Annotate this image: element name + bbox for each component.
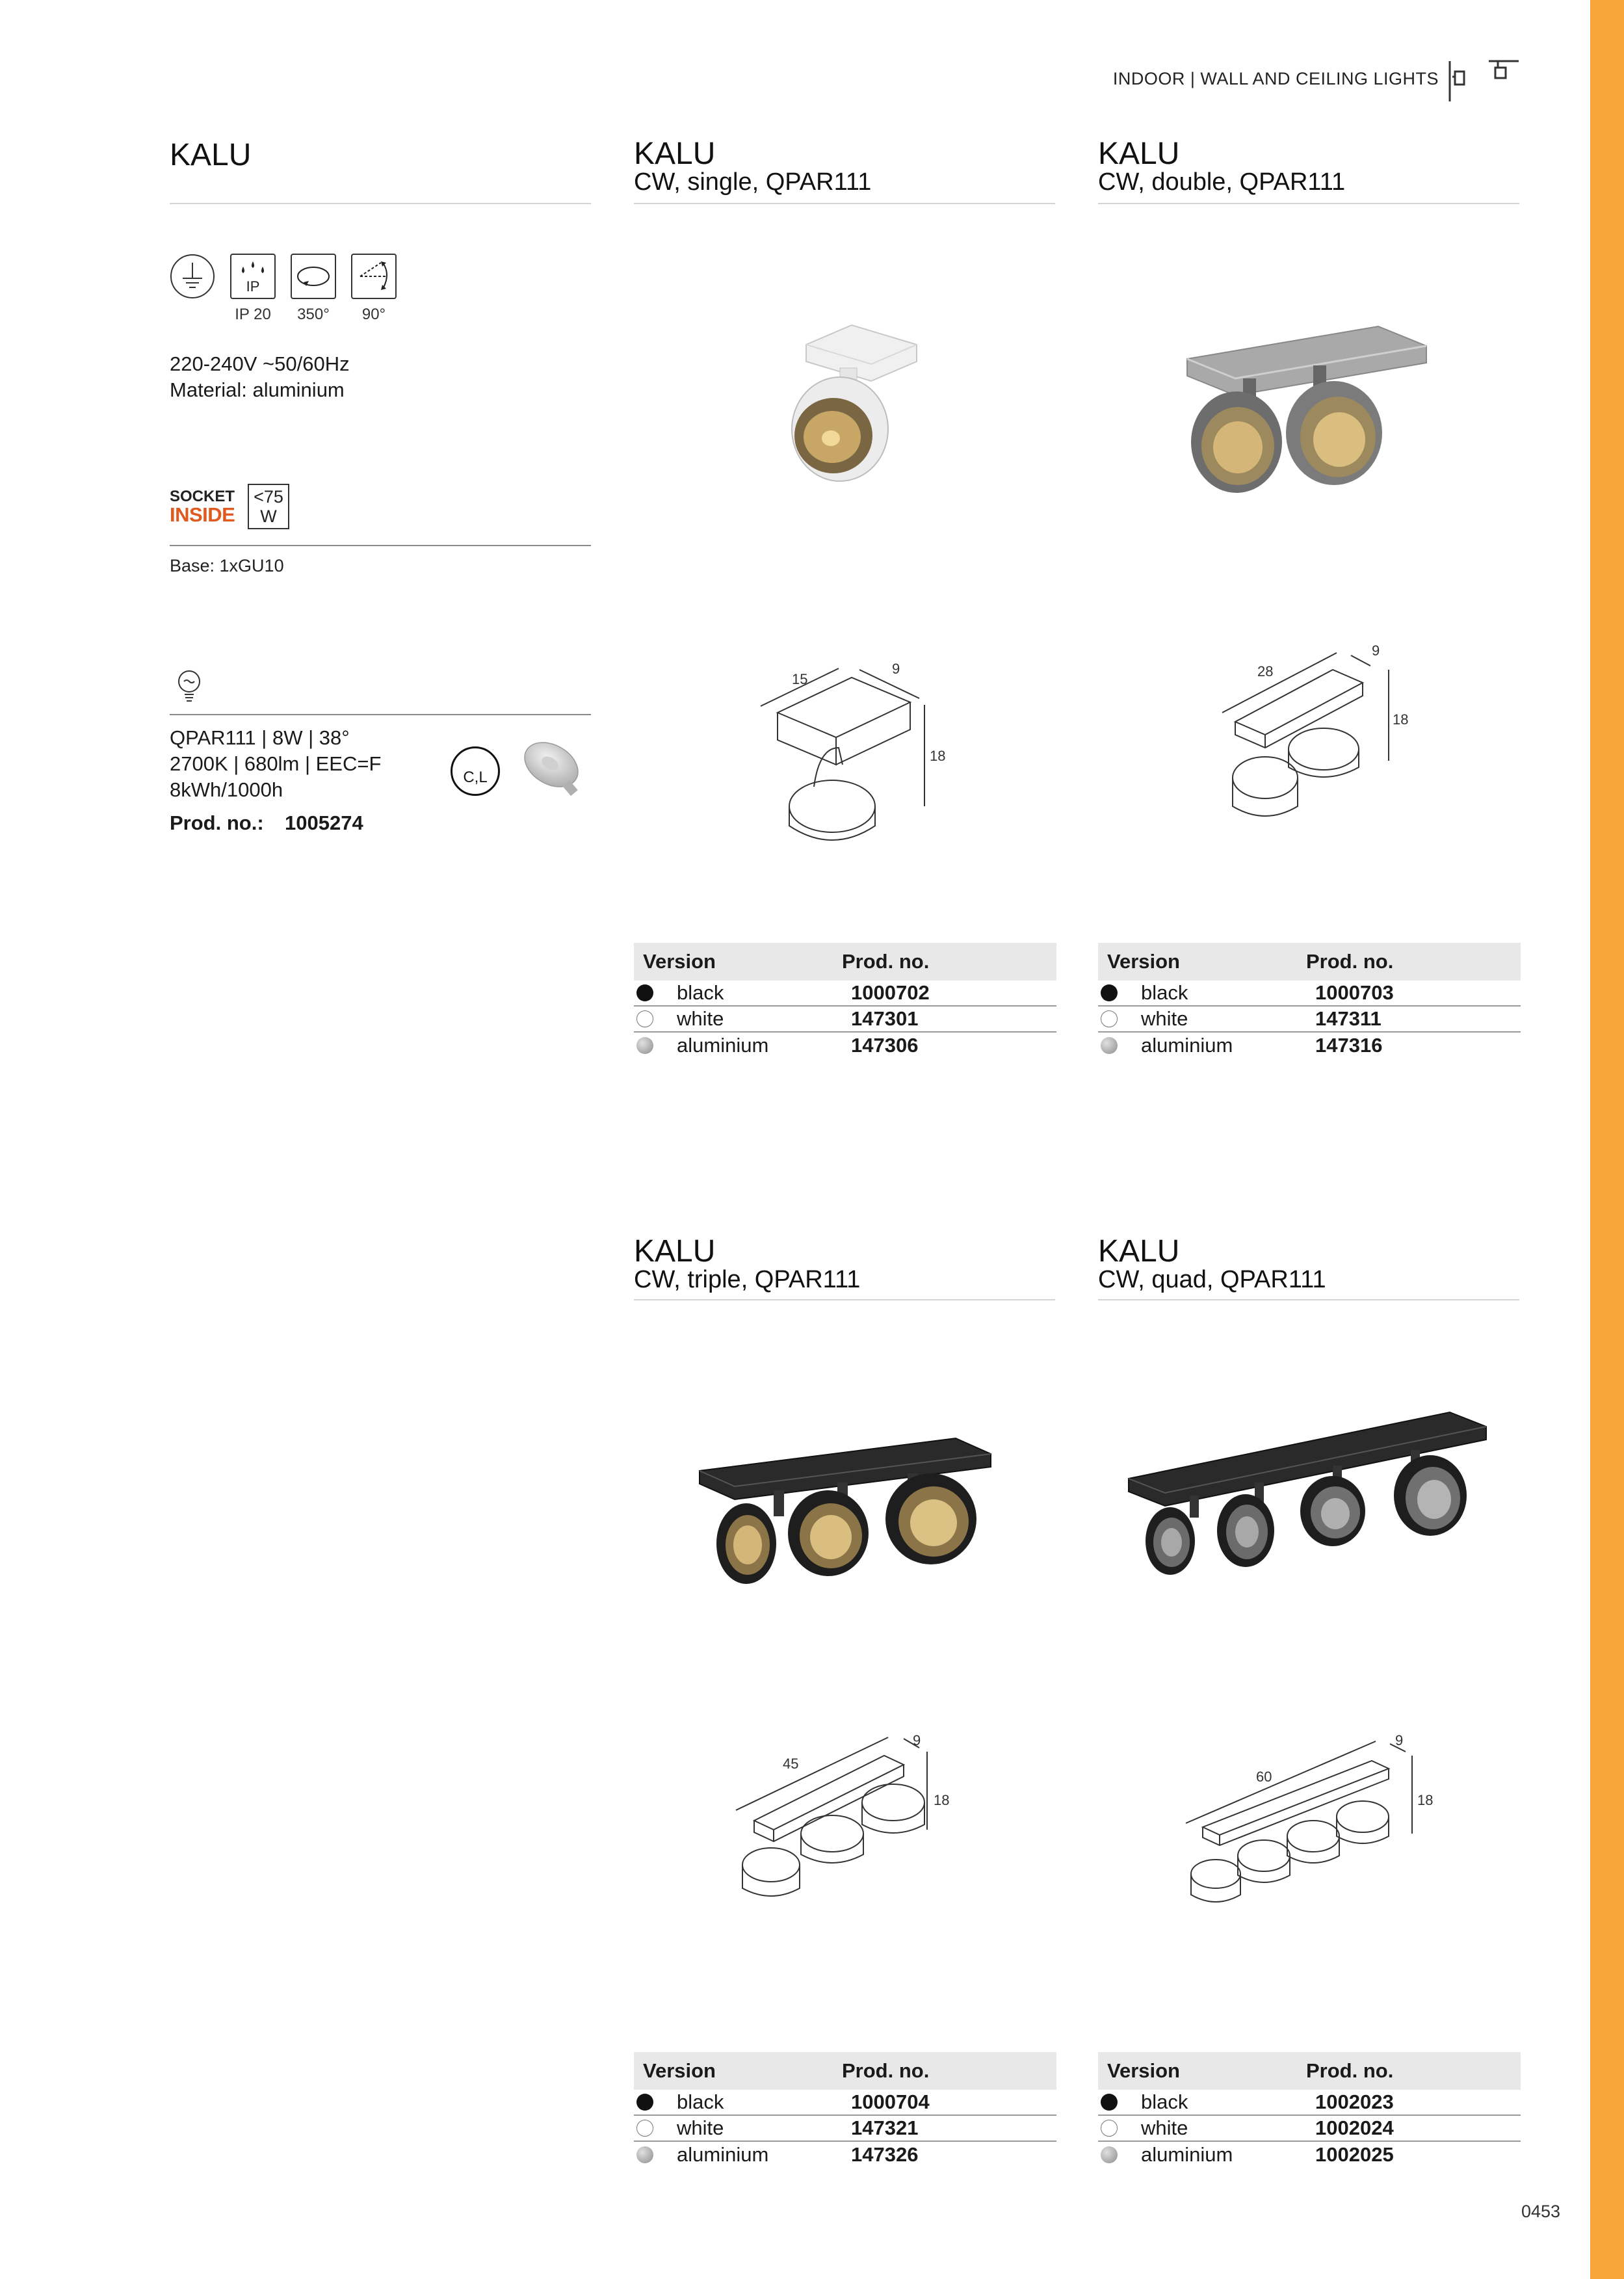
max-watt-badge — [248, 484, 289, 529]
product-quad-photo — [1125, 1407, 1489, 1577]
tilt-caption: 90° — [361, 306, 386, 323]
socket-inside-logo — [170, 489, 235, 525]
max-watt-bottom: W — [260, 507, 277, 526]
product-single-subtitle: CW, single, QPAR111 — [634, 168, 872, 196]
lamp-spec-3: 8kWh/1000h — [170, 778, 283, 801]
table-header — [634, 943, 1056, 981]
product-double-version-table — [1098, 943, 1521, 1059]
aluminium-swatch — [1101, 2146, 1118, 2163]
material-spec: Material: aluminium — [170, 378, 345, 401]
base-spec: Base: 1xGU10 — [170, 556, 284, 575]
earth-ground-icon — [170, 254, 215, 299]
left-title: KALU — [170, 138, 252, 172]
max-watt-top: <75 — [254, 487, 283, 507]
lamp-rule — [170, 714, 591, 715]
black-swatch — [636, 2094, 653, 2111]
dim-width: 28 — [1257, 663, 1274, 679]
version-header: Version — [643, 2059, 716, 2082]
prod-no-header: Prod. no. — [842, 950, 930, 973]
version-header: Version — [643, 950, 716, 973]
dim-height: 18 — [930, 748, 946, 764]
table-row: black 1000704 — [634, 2090, 1056, 2116]
version-header: Version — [1107, 950, 1180, 973]
voltage-spec: 220-240V ~50/60Hz — [170, 352, 350, 375]
product-quad-subtitle: CW, quad, QPAR111 — [1098, 1266, 1326, 1293]
socket-logo-top: SOCKET — [170, 488, 235, 505]
product-double-subtitle: CW, double, QPAR111 — [1098, 168, 1346, 196]
rotation-350-icon — [291, 254, 336, 299]
product-double-dimension-drawing — [1209, 644, 1424, 839]
product-single-title: KALU — [634, 137, 716, 171]
ip-rating-icon — [230, 254, 276, 299]
dim-height: 18 — [934, 1792, 950, 1808]
table-row: black 1000703 — [1098, 981, 1521, 1007]
socket-rule — [170, 545, 591, 546]
white-swatch — [1101, 1010, 1118, 1027]
lamp-spec-2: 2700K | 680lm | EEC=F — [170, 752, 382, 775]
dim-width: 15 — [792, 671, 808, 687]
product-single-version-table — [634, 943, 1056, 1059]
table-row: white 147321 — [634, 2116, 1056, 2142]
white-swatch — [1101, 2120, 1118, 2137]
product-triple-version-table — [634, 2052, 1056, 2168]
product-triple-rule — [634, 1299, 1055, 1300]
product-triple-photo — [696, 1434, 995, 1587]
black-swatch — [1101, 2094, 1118, 2111]
table-row: black 1000702 — [634, 981, 1056, 1007]
light-bulb-icon — [177, 670, 202, 702]
prod-no-header: Prod. no. — [1306, 950, 1394, 973]
dim-depth: 9 — [892, 661, 900, 677]
version-header: Version — [1107, 2059, 1180, 2082]
product-double-rule — [1098, 203, 1519, 204]
product-triple-title: KALU — [634, 1234, 716, 1269]
product-quad-rule — [1098, 1299, 1519, 1300]
table-row: aluminium 1002025 — [1098, 2142, 1521, 2168]
dim-height: 18 — [1417, 1792, 1434, 1808]
prod-no-header: Prod. no. — [842, 2059, 930, 2082]
ip-icon-label: IP — [246, 278, 260, 295]
table-row: black 1002023 — [1098, 2090, 1521, 2116]
lamp-prod-value: 1005274 — [285, 811, 363, 834]
table-header — [634, 2052, 1056, 2090]
lamp-spec-1: QPAR111 | 8W | 38° — [170, 726, 350, 749]
table-row: aluminium 147316 — [1098, 1033, 1521, 1059]
product-single-rule — [634, 203, 1055, 204]
energy-class-badge: C,L — [451, 746, 500, 796]
table-row: aluminium 147326 — [634, 2142, 1056, 2168]
rotation-caption: 350° — [297, 306, 330, 323]
product-triple-dimension-drawing — [728, 1730, 962, 1918]
aluminium-swatch — [636, 1037, 653, 1054]
table-row: white 147311 — [1098, 1007, 1521, 1033]
wall-ceiling-light-icon — [1448, 59, 1520, 104]
product-single-dimension-drawing — [754, 650, 956, 845]
product-quad-dimension-drawing — [1177, 1730, 1437, 1925]
ip-caption: IP 20 — [235, 306, 271, 323]
tilt-90-icon — [351, 254, 397, 299]
left-title-rule — [170, 203, 591, 204]
dim-width: 45 — [783, 1756, 799, 1772]
table-header — [1098, 2052, 1521, 2090]
white-swatch — [636, 2120, 653, 2137]
dim-width: 60 — [1256, 1769, 1272, 1785]
page-category-header: INDOOR | WALL AND CEILING LIGHTS — [1112, 69, 1439, 88]
product-quad-version-table — [1098, 2052, 1521, 2168]
prod-no-header: Prod. no. — [1306, 2059, 1394, 2082]
table-row: aluminium 147306 — [634, 1033, 1056, 1059]
table-row: white 147301 — [634, 1007, 1056, 1033]
product-quad-title: KALU — [1098, 1234, 1180, 1269]
black-swatch — [1101, 984, 1118, 1001]
product-double-title: KALU — [1098, 137, 1180, 171]
page-number: 0453 — [1521, 2202, 1561, 2221]
aluminium-swatch — [636, 2146, 653, 2163]
black-swatch — [636, 984, 653, 1001]
dim-height: 18 — [1393, 711, 1409, 728]
product-double-photo — [1183, 323, 1430, 498]
aluminium-swatch — [1101, 1037, 1118, 1054]
qpar111-lamp-image — [519, 735, 586, 802]
lamp-prod-label: Prod. no.: — [170, 811, 264, 834]
dim-depth: 9 — [1372, 644, 1380, 659]
table-row: white 1002024 — [1098, 2116, 1521, 2142]
white-swatch — [636, 1010, 653, 1027]
dim-depth: 9 — [1395, 1732, 1404, 1748]
socket-logo-bottom: INSIDE — [170, 503, 235, 526]
accent-sidebar — [1590, 0, 1624, 2279]
product-triple-subtitle: CW, triple, QPAR111 — [634, 1266, 861, 1293]
product-single-photo — [780, 319, 923, 488]
table-header — [1098, 943, 1521, 981]
dim-depth: 9 — [913, 1732, 921, 1748]
